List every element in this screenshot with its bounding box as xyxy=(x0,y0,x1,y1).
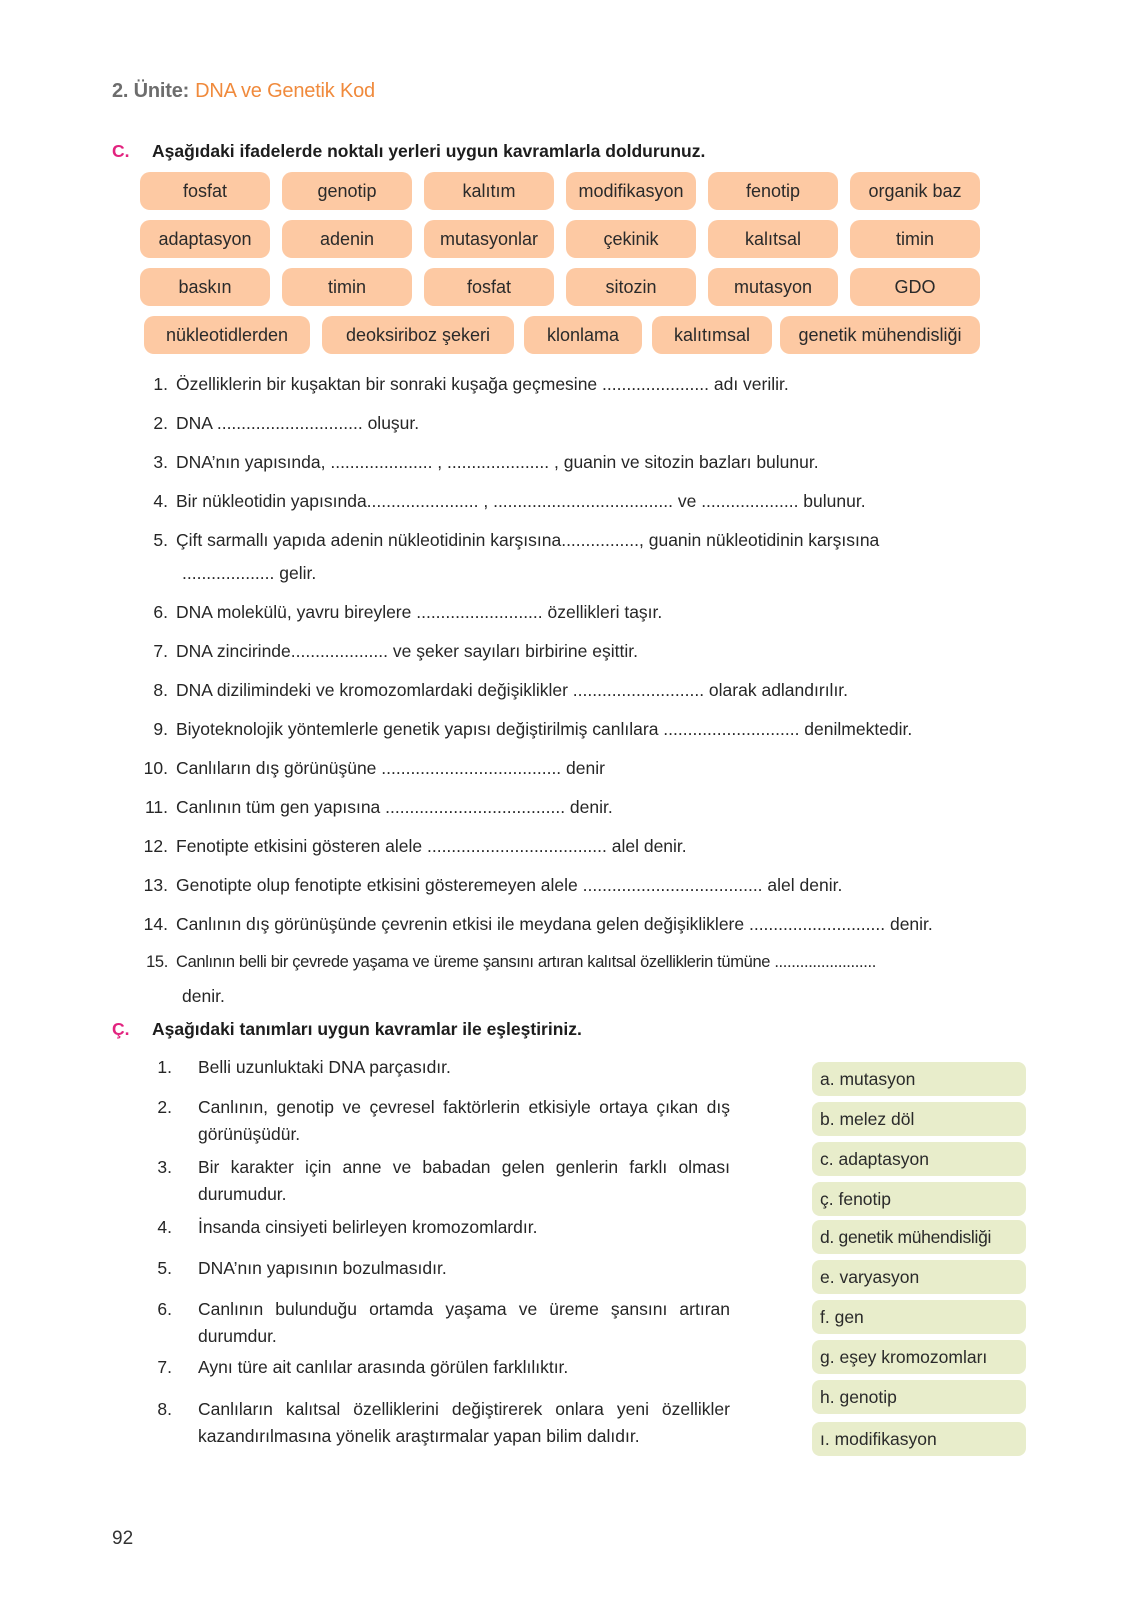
section-c-instruction: Aşağıdaki ifadelerde noktalı yerleri uygun kavramlarla doldurunuz. xyxy=(152,141,706,161)
item-number: 3. xyxy=(153,452,168,472)
item-text: Canlının belli bir çevrede yaşama ve üreme şansını artıran kalıtsal özelliklerin tümüne ........................ xyxy=(176,953,876,971)
word-chip: çekinik xyxy=(566,220,696,258)
item-text: Bir nükleotidin yapısında....................... , ..................................... ve .................... bulunur. xyxy=(176,491,866,511)
word-chip: adaptasyon xyxy=(140,220,270,258)
fill-item xyxy=(138,797,613,818)
definition-text: Aynı türe ait canlılar arasında görülen farklılıktır. xyxy=(198,1357,569,1377)
item-text: DNA zincirinde.................... ve şeker sayıları birbirine eşittir. xyxy=(176,641,638,661)
word-chip: mutasyonlar xyxy=(424,220,554,258)
fill-item xyxy=(138,602,662,623)
definition-text: Canlıların kalıtsal özelliklerini değiştirerek onlara yeni özellikler kazandırılmasına yönelik araştırmalar yapan bilim dalıdır. xyxy=(198,1399,730,1446)
answer-option: f. gen xyxy=(812,1300,1026,1334)
item-number: 6. xyxy=(153,602,168,622)
definition-text: İnsanda cinsiyeti belirleyen kromozomlardır. xyxy=(198,1217,538,1237)
section-cc-title xyxy=(112,1019,582,1040)
item-number: 1. xyxy=(153,374,168,394)
word-chip: sitozin xyxy=(566,268,696,306)
fill-item xyxy=(138,530,879,551)
item-number: 2. xyxy=(157,1097,172,1117)
word-chip: fenotip xyxy=(708,172,838,210)
word-chip: modifikasyon xyxy=(566,172,696,210)
item-number: 8. xyxy=(153,680,168,700)
word-chip: mutasyon xyxy=(708,268,838,306)
definition-text: Belli uzunluktaki DNA parçasıdır. xyxy=(198,1057,451,1077)
unit-label: 2. Ünite: xyxy=(112,80,190,102)
answer-option: ç. fenotip xyxy=(812,1182,1026,1216)
answer-option: b. melez döl xyxy=(812,1102,1026,1136)
item-number: 7. xyxy=(157,1357,172,1377)
word-chip: klonlama xyxy=(524,316,642,354)
section-cc-letter: Ç. xyxy=(112,1019,130,1039)
item-text-continued: ................... gelir. xyxy=(182,563,317,583)
word-chip: kalıtımsal xyxy=(652,316,772,354)
word-chip: adenin xyxy=(282,220,412,258)
fill-item xyxy=(138,491,866,512)
answer-option: g. eşey kromozomları xyxy=(812,1340,1026,1374)
word-chip: nükleotidlerden xyxy=(144,316,310,354)
item-number: 15. xyxy=(146,953,168,971)
word-chip: timin xyxy=(850,220,980,258)
definition-text: Canlının, genotip ve çevresel faktörlerin etkisiyle ortaya çıkan dış görünüşüdür. xyxy=(198,1097,730,1144)
word-chip: baskın xyxy=(140,268,270,306)
word-chip: kalıtım xyxy=(424,172,554,210)
fill-item xyxy=(138,374,789,395)
unit-header xyxy=(112,80,375,103)
item-number: 14. xyxy=(143,914,168,934)
answer-option: a. mutasyon xyxy=(812,1062,1026,1096)
fill-item xyxy=(138,914,933,935)
section-c-title xyxy=(112,141,705,162)
item-text: Özelliklerin bir kuşaktan bir sonraki kuşağa geçmesine ...................... adı verilir. xyxy=(176,374,789,394)
item-text-continued: denir. xyxy=(182,986,225,1006)
word-chip: GDO xyxy=(850,268,980,306)
item-number: 6. xyxy=(157,1299,172,1319)
item-text: Biyoteknolojik yöntemlerle genetik yapısı değiştirilmiş canlılara ............................ denilmektedir. xyxy=(176,719,913,739)
fill-item xyxy=(138,758,605,779)
item-text: Çift sarmallı yapıda adenin nükleotidinin karşısına................, guanin nükleotidinin karşısına xyxy=(176,530,880,550)
unit-title: DNA ve Genetik Kod xyxy=(195,80,375,102)
word-chip: timin xyxy=(282,268,412,306)
word-chip: deoksiriboz şekeri xyxy=(322,316,514,354)
fill-item xyxy=(138,452,819,473)
item-number: 4. xyxy=(153,491,168,511)
fill-item xyxy=(138,413,419,434)
word-chip: organik baz xyxy=(850,172,980,210)
item-number: 9. xyxy=(153,719,168,739)
item-number: 13. xyxy=(143,875,168,895)
fill-item xyxy=(138,680,848,701)
item-text: DNA .............................. oluşur. xyxy=(176,413,420,433)
answer-option: d. genetik mühendisliği xyxy=(812,1220,1026,1254)
item-number: 2. xyxy=(153,413,168,433)
answer-option: c. adaptasyon xyxy=(812,1142,1026,1176)
item-text: Genotipte olup fenotipte etkisini gösteremeyen alele ..................................... alel denir. xyxy=(176,875,843,895)
word-chip: kalıtsal xyxy=(708,220,838,258)
section-c-letter: C. xyxy=(112,141,130,161)
word-chip: fosfat xyxy=(140,172,270,210)
item-number: 3. xyxy=(157,1157,172,1177)
word-chip: genetik mühendisliği xyxy=(780,316,980,354)
item-number: 1. xyxy=(157,1057,172,1077)
section-cc-instruction: Aşağıdaki tanımları uygun kavramlar ile eşleştiriniz. xyxy=(152,1019,582,1039)
item-number: 10. xyxy=(143,758,168,778)
item-text: Canlıların dış görünüşüne ..................................... denir xyxy=(176,758,605,778)
item-text: Canlının tüm gen yapısına ..................................... denir. xyxy=(176,797,613,817)
item-number: 11. xyxy=(144,797,168,817)
fill-item xyxy=(138,953,876,972)
item-number: 8. xyxy=(157,1399,172,1419)
page-number: 92 xyxy=(112,1528,134,1549)
answer-option: e. varyasyon xyxy=(812,1260,1026,1294)
item-number: 5. xyxy=(157,1258,172,1278)
item-text: Canlının dış görünüşünde çevrenin etkisi ile meydana gelen değişikliklere ............................ denir. xyxy=(176,914,933,934)
definition-text: Bir karakter için anne ve babadan gelen genlerin farklı olması durumudur. xyxy=(198,1157,730,1204)
item-text: DNA molekülü, yavru bireylere .......................... özellikleri taşır. xyxy=(176,602,663,622)
item-number: 4. xyxy=(157,1217,172,1237)
item-text: DNA’nın yapısında, ..................... , ..................... , guanin ve sitozin bazları bulunur. xyxy=(176,452,819,472)
item-text: Fenotipte etkisini gösteren alele ..................................... alel denir. xyxy=(176,836,687,856)
fill-item xyxy=(138,719,912,740)
answer-option: h. genotip xyxy=(812,1380,1026,1414)
answer-option: ı. modifikasyon xyxy=(812,1422,1026,1456)
fill-item xyxy=(138,641,638,662)
fill-item xyxy=(138,836,687,857)
item-text: DNA dizilimindeki ve kromozomlardaki değişiklikler ........................... olarak adlandırılır. xyxy=(176,680,849,700)
definition-text: DNA’nın yapısının bozulmasıdır. xyxy=(198,1258,447,1278)
item-number: 5. xyxy=(153,530,168,550)
definition-text: Canlının bulunduğu ortamda yaşama ve üreme şansını artıran durumdur. xyxy=(198,1299,730,1346)
item-number: 7. xyxy=(153,641,168,661)
fill-item xyxy=(138,875,842,896)
item-number: 12. xyxy=(143,836,168,856)
word-chip: fosfat xyxy=(424,268,554,306)
word-chip: genotip xyxy=(282,172,412,210)
